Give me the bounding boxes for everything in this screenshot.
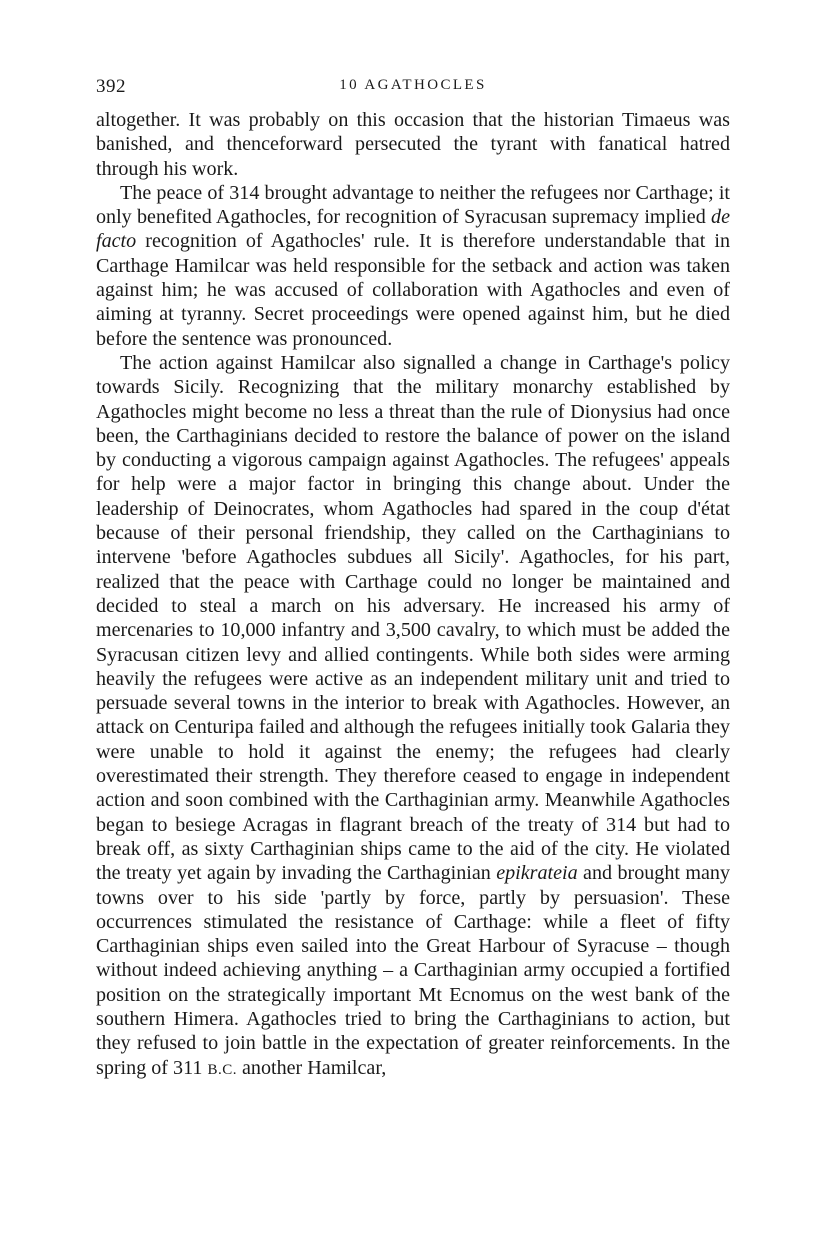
paragraph-3-text-a: The action against Hamilcar also signalled a change in Carthage's policy towards Sicily. Recognizing that the military monarchy established by Agathocles might become no less a threat than the rule of Dionysius had once been, the Carthaginians decided to restore the balance of power on the island by conducting a vigorous campaign against Agathocles. The refugees' appeals for help were a major factor in bringing this change about. Under the leadership of Deinocrates, whom Agathocles had spared in the coup d'état because of their personal friendship, they called on the Carthaginians to intervene 'before Agathocles subdues all Sicily'. Agathocles, for his part, realized that the peace with Carthage could no longer be maintained and decided to steal a march on his adversary. He increased his army of mercenaries to 10,000 infantry and 3,500 cavalry, to which must be added the Syracusan citizen levy and allied contingents. While both sides were arming heavily the refugees were active as an independent military unit and tried to persuade several towns in the interior to break with Agathocles. However, an attack on Centuripa failed and although the refugees initially took Galaria they were unable to hold it against the enemy; the refugees had clearly overestimated their strength. They therefore ceased to engage in independent action and soon combined with the Carthaginian army. Meanwhile Agathocles began to besiege Acragas in flagrant breach of the treaty of 314 but had to break off, as sixty Carthaginian ships came to the aid of the city. He violated the treaty yet again by invading the Carthaginian xyxy=(96,351,730,885)
paragraph-3-italic: epikrateia xyxy=(496,862,578,885)
paragraph-2 xyxy=(96,181,730,351)
paragraph-3-text-b: and brought many towns over to his side 'partly by force, partly by persuasion'. These occurrences stimulated the resistance of Carthage: while a fleet of fifty Carthaginian ships even sailed into the Great Harbour of Syracuse – though without indeed achieving anything – a Carthaginian army occupied a fortified position on the strategically important Mt Ecnomus on the west bank of the southern Himera. Agathocles tried to bring the Carthaginians to action, but they refused to join battle in the expectation of greater reinforcements. In the spring of 311 xyxy=(96,862,730,1079)
body-text xyxy=(96,108,730,1082)
paragraph-1-text: altogether. It was probably on this occasion that the historian Timaeus was banished, and thenceforward persecuted the tyrant with fanatical hatred through his work. xyxy=(96,109,730,180)
paragraph-3 xyxy=(96,351,730,1082)
running-head xyxy=(96,72,730,100)
era-abbreviation: B.C. xyxy=(207,1061,237,1078)
paragraph-1 xyxy=(96,108,730,181)
book-page xyxy=(96,72,730,1082)
page-number: 392 xyxy=(96,76,126,97)
chapter-title: 10 AGATHOCLES xyxy=(339,77,487,93)
paragraph-2-italic: de facto xyxy=(96,206,730,253)
paragraph-2-text-b: recognition of Agathocles' rule. It is therefore understandable that in Carthage Hamilcar was held responsible for the setback and action was taken against him; he was accused of collaboration with Agathocles and even of aiming at tyranny. Secret proceedings were opened against him, but he died before the sentence was pronounced. xyxy=(96,230,730,350)
paragraph-3-text-c: another Hamilcar, xyxy=(236,1056,387,1079)
paragraph-2-text-a: The peace of 314 brought advantage to neither the refugees nor Carthage; it only benefited Agathocles, for recognition of Syracusan supremacy implied xyxy=(96,181,730,229)
